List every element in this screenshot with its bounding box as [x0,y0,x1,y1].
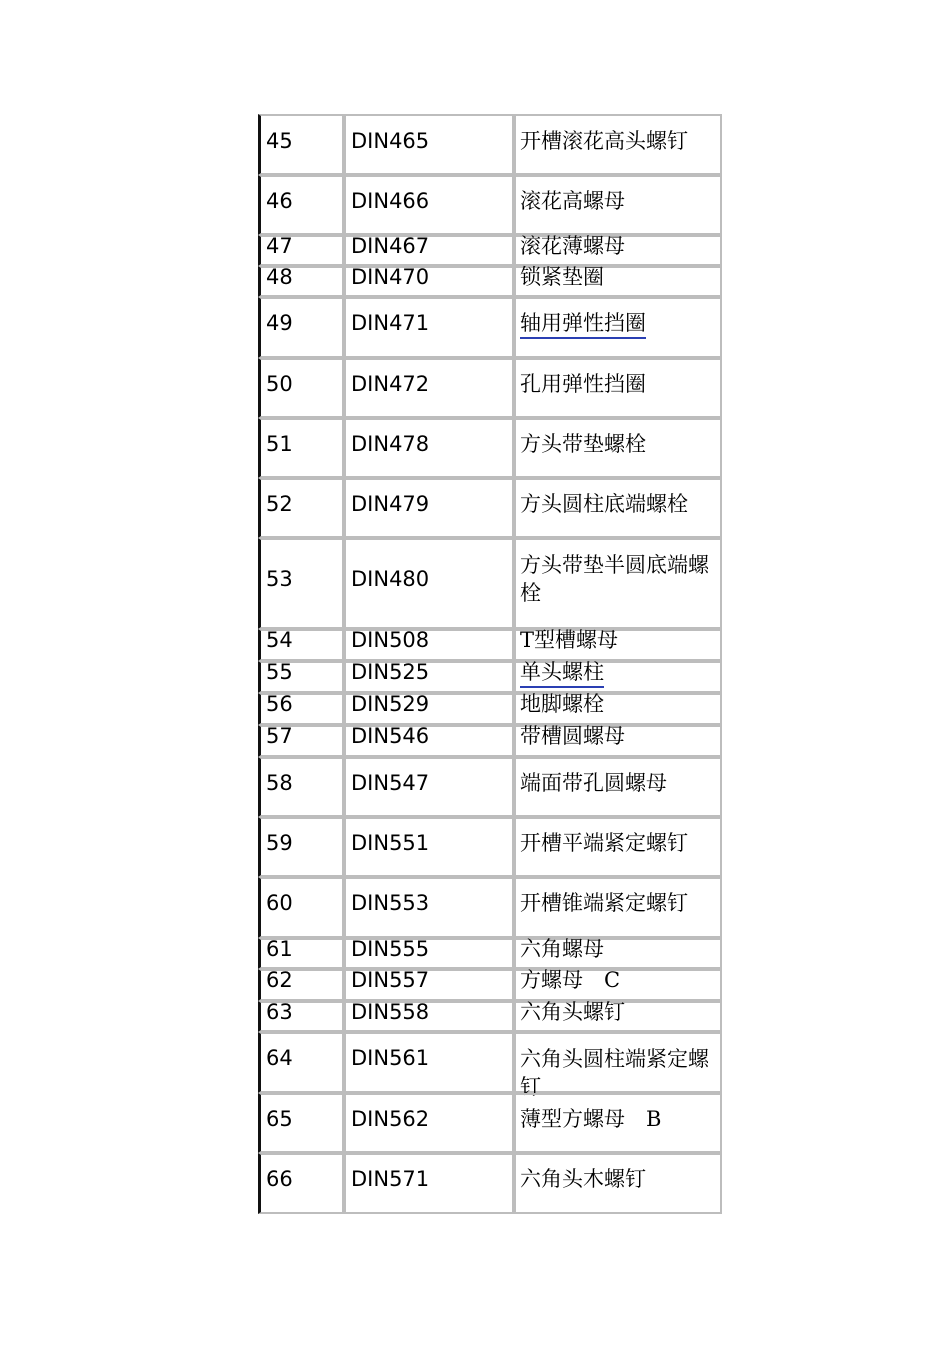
standard-code: DIN555 [351,937,430,961]
row-number-cell [258,1001,344,1032]
table-row [258,629,722,661]
standard-code: DIN508 [351,628,430,652]
part-name: 方螺母 C [520,968,621,992]
table-row [258,1032,722,1099]
standard-code-cell [344,661,514,693]
part-name-cell [514,693,722,725]
row-number-cell [258,358,344,418]
table-row [258,114,722,175]
part-name-cell [514,938,722,969]
table-row [258,175,722,235]
part-name: 六角头木螺钉 [520,1167,646,1191]
standard-code: DIN525 [351,660,430,684]
table-row [258,478,722,538]
din-standards-table [258,114,722,1214]
part-name: 方头带垫半圆底端螺栓 [520,553,709,605]
part-name: 孔用弹性挡圈 [520,372,646,396]
row-number-cell [258,938,344,969]
row-number: 51 [266,432,293,456]
row-number: 52 [266,492,293,516]
part-name-cell [514,175,722,235]
table-row [258,1001,722,1032]
part-name-cell [514,877,722,938]
standard-code-cell [344,538,514,629]
part-name-cell [514,418,722,478]
row-number-cell [258,661,344,693]
standard-code-cell [344,114,514,175]
row-number-cell [258,693,344,725]
part-name-cell [514,969,722,1001]
row-number-cell [258,969,344,1001]
table-row [258,877,722,938]
table-row [258,725,722,757]
standard-code-cell [344,297,514,358]
part-name: 六角螺母 [520,937,604,961]
row-number: 49 [266,311,293,335]
row-number-cell [258,114,344,175]
row-number-cell [258,418,344,478]
row-number: 66 [266,1167,293,1191]
table-row [258,938,722,969]
standard-code-cell [344,1032,514,1093]
standard-code: DIN466 [351,189,430,213]
table-row [258,1153,722,1214]
row-number: 60 [266,891,293,915]
part-name: 薄型方螺母 B [520,1107,662,1131]
part-name: T型槽螺母 [520,628,619,652]
standard-code-cell [344,266,514,297]
standard-code-cell [344,969,514,1001]
standard-code-cell [344,1093,514,1153]
part-name-cell [514,114,722,175]
row-number: 62 [266,968,293,992]
row-number-cell [258,266,344,297]
standard-code: DIN465 [351,129,430,153]
part-name: 端面带孔圆螺母 [520,771,667,795]
standard-code: DIN478 [351,432,430,456]
row-number-cell [258,478,344,538]
row-number-cell [258,725,344,757]
standard-code-cell [344,418,514,478]
part-name-link[interactable]: 轴用弹性挡圈 [520,311,646,339]
row-number: 64 [266,1046,293,1070]
standard-code-cell [344,817,514,877]
standard-code: DIN547 [351,771,430,795]
standard-code-cell [344,358,514,418]
row-number: 65 [266,1107,293,1131]
part-name-cell [514,1032,722,1099]
part-name-cell [514,297,722,358]
standard-code: DIN479 [351,492,430,516]
row-number: 56 [266,692,293,716]
part-name: 滚花薄螺母 [520,234,625,258]
table-row [258,235,722,266]
part-name-cell [514,538,722,629]
part-name-cell [514,629,722,661]
table-row [258,297,722,358]
table-row [258,538,722,629]
row-number-cell [258,629,344,661]
part-name-cell [514,725,722,757]
row-number: 57 [266,724,293,748]
row-number-cell [258,1032,344,1093]
standard-code-cell [344,757,514,817]
table-row [258,757,722,817]
part-name-link[interactable]: 单头螺柱 [520,660,604,688]
standard-code-cell [344,175,514,235]
standard-code: DIN571 [351,1167,430,1191]
part-name: 滚花高螺母 [520,189,625,213]
part-name: 锁紧垫圈 [520,265,604,289]
part-name: 开槽滚花高头螺钉 [520,129,688,153]
row-number-cell [258,235,344,266]
part-name: 方头圆柱底端螺栓 [520,492,688,516]
standard-code-cell [344,938,514,969]
standard-code: DIN546 [351,724,430,748]
part-name: 地脚螺栓 [520,692,604,716]
row-number-cell [258,817,344,877]
part-name: 六角头螺钉 [520,1000,625,1024]
part-name: 开槽锥端紧定螺钉 [520,891,688,915]
part-name: 开槽平端紧定螺钉 [520,831,688,855]
part-name-cell [514,358,722,418]
row-number: 63 [266,1000,293,1024]
part-name-cell [514,478,722,538]
part-name-cell [514,661,722,693]
part-name-cell [514,1001,722,1032]
row-number-cell [258,297,344,358]
standard-code: DIN472 [351,372,430,396]
standard-code: DIN480 [351,567,430,591]
standard-code-cell [344,629,514,661]
table-row [258,358,722,418]
row-number: 47 [266,234,293,258]
standard-code: DIN467 [351,234,430,258]
standard-code: DIN529 [351,692,430,716]
table-row [258,817,722,877]
standard-code: DIN553 [351,891,430,915]
standard-code-cell [344,877,514,938]
row-number-cell [258,757,344,817]
row-number: 53 [266,567,293,591]
part-name-cell [514,1093,722,1153]
part-name-cell [514,817,722,877]
row-number: 59 [266,831,293,855]
row-number: 50 [266,372,293,396]
standard-code: DIN558 [351,1000,430,1024]
row-number: 55 [266,660,293,684]
row-number: 48 [266,265,293,289]
table-row [258,266,722,297]
standard-code-cell [344,1001,514,1032]
row-number-cell [258,538,344,629]
row-number: 58 [266,771,293,795]
row-number-cell [258,877,344,938]
standard-code-cell [344,235,514,266]
part-name-cell [514,266,722,297]
part-name-cell [514,757,722,817]
part-name-cell [514,235,722,266]
standard-code-cell [344,478,514,538]
standard-code: DIN471 [351,311,430,335]
row-number: 54 [266,628,293,652]
row-number-cell [258,1153,344,1214]
standard-code: DIN562 [351,1107,430,1131]
row-number: 46 [266,189,293,213]
table-row [258,661,722,693]
table-row [258,1093,722,1153]
table-row [258,969,722,1001]
part-name-cell [514,1153,722,1214]
standard-code: DIN557 [351,968,430,992]
standard-code: DIN561 [351,1046,430,1070]
standard-code-cell [344,1153,514,1214]
standard-code: DIN551 [351,831,430,855]
row-number: 45 [266,129,293,153]
standard-code: DIN470 [351,265,430,289]
row-number-cell [258,1093,344,1153]
table-row [258,693,722,725]
part-name: 带槽圆螺母 [520,724,625,748]
part-name: 六角头圆柱端紧定螺钉 [520,1047,709,1099]
row-number-cell [258,175,344,235]
part-name: 方头带垫螺栓 [520,432,646,456]
row-number: 61 [266,937,293,961]
standard-code-cell [344,693,514,725]
standard-code-cell [344,725,514,757]
table-row [258,418,722,478]
